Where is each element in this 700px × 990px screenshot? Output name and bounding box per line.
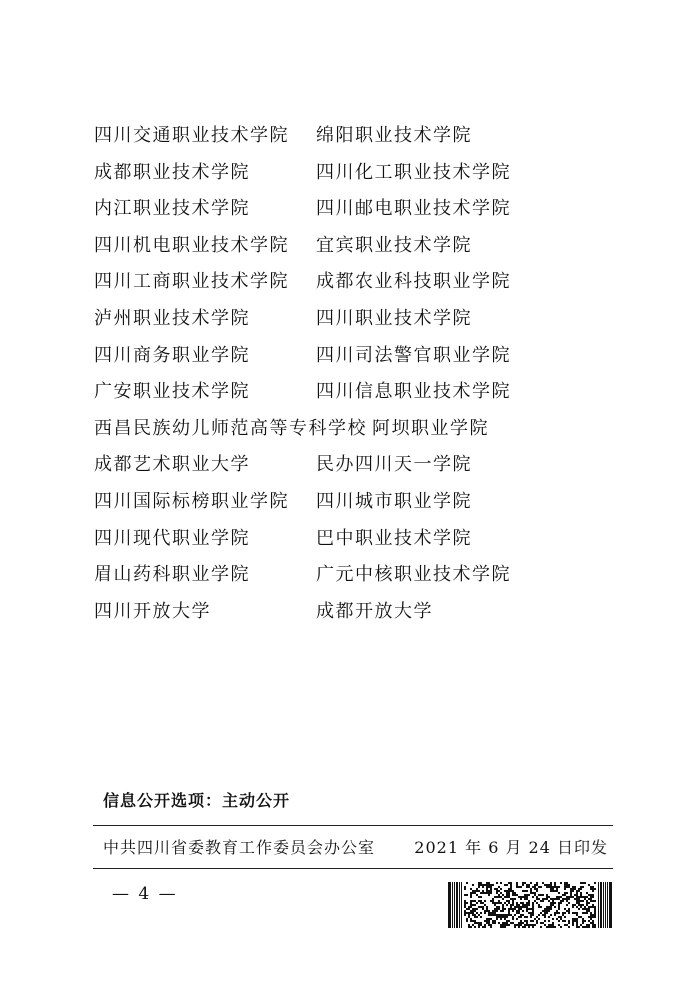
institution-name: 巴中职业技术学院: [316, 527, 472, 549]
institution-name: 四川化工职业技术学院: [316, 161, 511, 183]
list-row: [94, 447, 614, 484]
issuing-office: 中共四川省委教育工作委员会办公室: [103, 838, 376, 857]
institution-name: 四川交通职业技术学院: [94, 125, 289, 146]
institution-name: 四川机电职业技术学院: [94, 234, 289, 256]
institution-name: 四川现代职业学院: [94, 527, 250, 549]
institution-name: 四川国际标榜职业学院: [94, 490, 289, 512]
list-row: [94, 301, 614, 338]
barcode-image: [448, 882, 612, 928]
list-row: [94, 557, 614, 594]
institution-name: 广安职业技术学院: [94, 381, 250, 403]
institution-name: 眉山药科职业学院: [94, 564, 250, 586]
institution-name: 四川开放大学: [94, 600, 211, 622]
institution-name: 民办四川天一学院: [316, 454, 472, 476]
list-row: [94, 411, 614, 448]
page-number: — 4 —: [112, 884, 178, 904]
institution-name: 四川城市职业学院: [316, 490, 472, 512]
institution-name: 内江职业技术学院: [94, 198, 250, 220]
divider-line: [93, 825, 613, 826]
institution-name: 阿坝职业学院: [372, 417, 489, 439]
institution-name: 四川司法警官职业学院: [316, 344, 511, 366]
institution-name: 西昌民族幼儿师范高等专科学校: [94, 417, 367, 439]
list-row: [94, 594, 614, 631]
institution-name: 成都开放大学: [316, 600, 433, 622]
list-row: [94, 484, 614, 521]
institution-name: 成都艺术职业大学: [94, 454, 250, 476]
divider-line: [93, 868, 613, 869]
list-row: [94, 155, 614, 192]
institution-name: 广元中核职业技术学院: [316, 564, 511, 586]
institution-name: 绵阳职业技术学院: [316, 125, 472, 146]
institution-name: 四川工商职业技术学院: [94, 271, 289, 293]
institution-name: 宜宾职业技术学院: [316, 234, 472, 256]
institution-name: 四川商务职业学院: [94, 344, 250, 366]
list-row: [94, 118, 614, 155]
institution-name: 成都农业科技职业学院: [316, 271, 511, 293]
list-row: [94, 228, 614, 265]
list-row: [94, 521, 614, 558]
list-row: [94, 374, 614, 411]
list-row: [94, 338, 614, 375]
institution-name: 泸州职业技术学院: [94, 307, 250, 329]
institution-name: 四川邮电职业技术学院: [316, 198, 511, 220]
list-row: [94, 191, 614, 228]
institution-name: 成都职业技术学院: [94, 161, 250, 183]
institution-list: [94, 118, 614, 630]
list-row: [94, 264, 614, 301]
institution-name: 四川职业技术学院: [316, 307, 472, 329]
disclosure-option: 信息公开选项：主动公开: [103, 791, 291, 810]
institution-name: 四川信息职业技术学院: [316, 381, 511, 403]
issue-date: 2021 年 6 月 24 日印发: [414, 838, 608, 857]
